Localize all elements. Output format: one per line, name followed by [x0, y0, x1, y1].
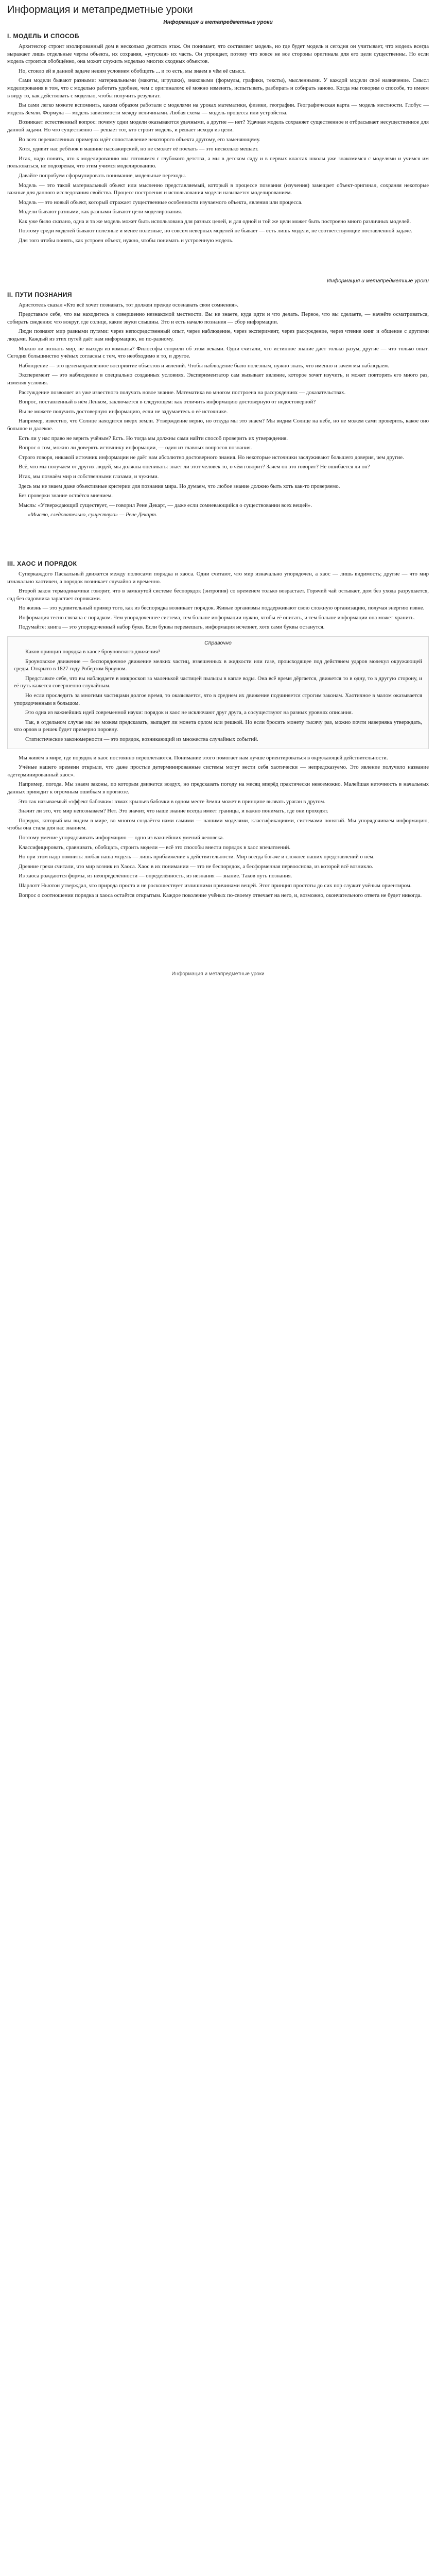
paragraph: Учёные нашего времени открыли, что даже простые детерминированные системы могут вести себя хаотически — непредсказуемо. Это явление получило название «детерминированный хаос».	[7, 764, 429, 778]
paragraph: Информация тесно связана с порядком. Чем упорядоченнее система, тем больше информации нужно, чтобы её описать, и тем больше информации она может хранить.	[19, 614, 415, 621]
descartes-quote: «Мыслю, следовательно, существую» — Рене Декарт.	[28, 512, 158, 518]
paragraph: Рассуждение позволяет из уже известного получать новое знание. Математика во многом построена на рассуждениях — доказательствах.	[19, 389, 346, 396]
paragraph: Но если проследить за многими частицами долгое время, то оказывается, что в среднем их движение подчиняется строгим законам. Хаотичное в малом оказывается упорядоченным в большом.	[14, 692, 422, 706]
paragraph: Можно ли познать мир, не выходя из комнаты? Философы спорили об этом веками. Одни считали, что истинное знание даёт только разум, другие — что только опыт. Сегодня большинство учёных согласны с тем, что необходимо и то, и другое.	[7, 345, 429, 360]
paragraph: Поэтому умение упорядочивать информацию — одно из важнейших умений человека.	[19, 834, 224, 841]
paragraph: Аристотель сказал «Кто всё хочет познавать, тот должен прежде осознавать свои сомнения».	[19, 301, 239, 308]
paragraph: Это одна из важнейших идей современной науки: порядок и хаос не исключают друг друга, а сосуществуют на разных уровнях описания.	[25, 709, 353, 716]
paragraph: Сами модели бывают разными: материальными (макеты, игрушки), знаковыми (формулы, графики, тексты), мысленными. У каждой модели своё назначение. Смысл моделирования в том, что с моделью работать удобнее, чем с оригиналом: её можно изменять, испытывать, разбирать и собирать заново. Когда мы говорим о способе, то имеем в виду то, как действовать с моделью, чтобы получить результат.	[7, 77, 429, 99]
paragraph: Но при этом надо помнить: любая наша модель — лишь приближение к действительности. Мир всегда богаче и сложнее наших представлений о нём.	[19, 854, 375, 860]
paragraph: Вопрос о соотношении порядка и хаоса остаётся открытым. Каждое поколение учёных по-своему отвечает на него, и, возможно, окончательного ответа не будет никогда.	[19, 892, 422, 899]
paragraph: Броуновское движение — беспорядочное движение мелких частиц, взвешенных в жидкости или газе, происходящее под действием ударов молекул окружающей среды. Открыто в 1827 году Робертом Броуном.	[14, 658, 422, 672]
paragraph: Вы сами легко можете вспомнить, каким образом работали с моделями на уроках математики, физики, географии. Географическая карта — модель местности. Глобус — модель Земли. Формула — модель зависимости между величинами. Любая схема — модель процесса или устройства.	[7, 102, 429, 116]
paragraph: Возникает естественный вопрос: почему одни модели оказываются удачными, а другие — нет? Удачная модель сохраняет существенное и отбрасывает несущественное для данной задачи. Но что существенно — решает тот, кто строит модель, и решает исходя из цели.	[7, 119, 429, 133]
paragraph: Суперкаждого Паскальный движется между полюсами порядка и хаоса. Одни считают, что мир изначально упорядочен, а хаос — лишь видимость; другие — что мир изначально хаотичен, а порядок возникает случайно и временно.	[7, 570, 429, 585]
paragraph: Здесь мы не знаем даже объективные критерии для познания мира. Но думаем, что любое знание должно быть хоть как-то проверяемо.	[19, 483, 340, 489]
paragraph: Давайте попробуем сформулировать понимание, модельные переходы.	[19, 172, 186, 179]
paragraph: Древние греки считали, что мир возник из Хаоса. Хаос в их понимании — это не беспорядок, а бесформенная первооснова, из которой всё возникло.	[19, 863, 373, 870]
paragraph: Наблюдение — это целенаправленное восприятие объектов и явлений. Чтобы наблюдение было полезным, нужно знать, что именно и зачем мы наблюдаем.	[19, 362, 389, 369]
paragraph: Модели бывают разными, как разными бывают цели моделирования.	[19, 209, 182, 215]
paragraph: Люди познают мир разными путями: через непосредственный опыт, через наблюдение, через эксперимент, через рассуждение, через чтение книг и общение с другими людьми. Каждый из этих путей даёт нам информацию, но по-разному.	[7, 328, 429, 343]
section2-subtitle: Информация и метапредметные уроки	[327, 277, 429, 284]
paragraph: Подумайте: книга — это упорядоченный набор букв. Если буквы перемешать, информация исчезнет, хотя сами буквы останутся.	[19, 624, 325, 631]
paragraph: Из хаоса рождаются формы, из неопределённости — определённость, из незнания — знание. Таков путь познания.	[19, 873, 292, 879]
paragraph: Вопрос о том, можно ли доверять источнику информации, — один из главных вопросов познания.	[19, 445, 252, 451]
paragraph: Во всех перечисленных примерах идёт сопоставление некоторого объекта другому, его заменяющему.	[19, 136, 260, 143]
reference-note-box	[7, 636, 429, 749]
section3-heading: III. ХАОС И ПОРЯДОК	[7, 560, 77, 567]
paragraph: Поэтому среди моделей бывают полезные и менее полезные, но совсем неверных моделей не бывает — есть лишь модели, не соответствующие поставленной задаче.	[19, 228, 412, 234]
paragraph: Шарлотт Ньютон утверждал, что природа проста и не роскошествует излишними причинами вещей. Этот принцип простоты до сих пор служит учёным ориентиром.	[19, 882, 412, 889]
paragraph: Это так называемый «эффект бабочки»: взмах крыльев бабочки в одном месте Земли может в принципе вызвать ураган в другом.	[19, 798, 326, 805]
paragraph: Всё, что мы получаем от других людей, мы должны оценивать: знает ли этот человек то, о чём говорит? Зачем он это говорит? Не ошибается ли он?	[19, 464, 370, 470]
paragraph: Представьте себе, что вы наблюдаете в микроскоп за маленькой частицей пыльцы в капле воды. Она всё время дёргается, движется то в одну, то в другую сторону, и её путь кажется совершенно случайным.	[14, 675, 422, 689]
paragraph: Второй закон термодинамики говорит, что в замкнутой системе беспорядок (энтропия) со временем только возрастает. Горячий чай остывает, дом без ухода разрушается, сад без садовника зарастает сорняками.	[7, 588, 429, 602]
paragraph: Модель — это новый объект, который отражает существенные особенности изучаемого объекта, явления или процесса.	[19, 199, 303, 206]
paragraph: Мысль: «Утверждающий существует, — говорил Рене Декарт, — даже если сомневающийся о существовании всех вещей».	[19, 502, 312, 509]
paragraph: Вопрос, поставленный в нём Лёнком, заключается в следующем: как отличить информацию достоверную от недостоверной?	[19, 399, 316, 405]
document-page	[5, 0, 431, 987]
paragraph: Представьте себе, что вы находитесь в совершенно незнакомой местности. Вы не знаете, куда идти и что делать. Первое, что вы сделаете, — начнёте осматриваться, собирать сведения: что вокруг, где солнце, какие звуки слышны. Это и есть начало познания — сбор информации.	[7, 311, 429, 325]
paragraph: Итак, мы познаём мир и собственными глазами, и чужими.	[19, 473, 159, 480]
page-footer: Информация и метапредметные уроки	[171, 971, 265, 977]
paragraph: Классифицировать, сравнивать, обобщать, строить модели — всё это способы внести порядок в хаос впечатлений.	[19, 844, 291, 851]
section3-body	[7, 570, 429, 631]
paragraph: Но жизнь — это удивительный пример того, как из беспорядка возникает порядок. Живые организмы поддерживают свою сложную организацию, получая энергию извне.	[19, 605, 425, 612]
note-heading: Справочно	[204, 640, 232, 647]
paragraph: Статистические закономерности — это порядок, возникающий из множества случайных событий.	[25, 736, 258, 742]
paragraph: Модель — это такой материальный объект или мысленно представляемый, который в процессе познания (изучения) замещает объект-оригинал, сохраняя некоторые важные для данного исследования свойства. Процесс построения и использования модели называется моделированием.	[7, 182, 429, 196]
paragraph: Есть ли у нас право не верить учёным? Есть. Но тогда мы должны сами найти способ проверить их утверждения.	[19, 435, 288, 442]
paragraph: Строго говоря, никакой источник информации не даёт нам абсолютно достоверного знания. Но некоторые источники заслуживают большего доверия, чем другие.	[19, 454, 404, 461]
paragraph: Значит ли это, что мир непознаваем? Нет. Это значит, что наше знание всегда имеет границы, и важно понимать, где они проходят.	[19, 808, 328, 815]
paragraph: Итак, надо понять, что к моделированию мы готовимся с глубокого детства, а мы в детском саду и в первых классах школы уже знакомимся с моделями и учимся им пользоваться, не подозревая, что этим учимся моделированию.	[7, 155, 429, 170]
paragraph: Как уже было сказано, одна и та же модель может быть использована для разных целей, и для одной и той же цели может быть построено много различных моделей.	[19, 218, 411, 225]
paragraph: Архитектор строит изолированный дом в несколько десятков этаж. Он понимает, что составляет модель, но где будет модель и сегодня он учитывает, что модель всегда выражает лишь отдельные черты объекта, их сохраняя, «упуская» их часть. Он упрощает, потому что вовсе не все стороны оригинала для его цели существенны. Но если модель строится обобщённо, она может служить моделью многих сходных объектов.	[7, 43, 429, 65]
paragraph: Например, погода. Мы знаем законы, по которым движется воздух, но предсказать погоду на месяц вперёд практически невозможно. Малейшая неточность в начальных данных приводит к огромным ошибкам в прогнозе.	[7, 781, 429, 795]
paragraph: Эксперимент — это наблюдение в специально созданных условиях. Экспериментатор сам вызывает явление, которое хочет изучить, и может повторять его много раз, изменяя условия.	[7, 372, 429, 386]
document-title: Информация и метапредметные уроки	[7, 4, 193, 15]
note-body	[14, 648, 422, 743]
paragraph: Например, известно, что Солнце находится вверх земли. Утверждение верно, но откуда мы это знаем? Мы видим Солнце на небе, но не можем сами проверить, какое оно большое и далекое.	[7, 418, 429, 432]
section1-body	[7, 43, 429, 245]
paragraph: Но, стоило ей в данной задаче неким условием обобщить ... и то есть, мы знаем в чём её смысл.	[19, 67, 246, 74]
paragraph: Порядок, который мы видим в мире, во многом создаётся нами самими — нашими моделями, классификациями, системами понятий. Мы упорядочиваем информацию, чтобы она стала для нас знанием.	[7, 817, 429, 832]
section3-continued-body	[7, 754, 429, 900]
paragraph: Вы не можете получить достоверную информацию, если не задумаетесь о её источнике.	[19, 408, 228, 415]
section1-subtitle: Информация и метапредметные уроки	[163, 19, 273, 25]
paragraph: Так, в отдельном случае мы не можем предсказать, выпадет ли монета орлом или решкой. Но если бросить монету тысячу раз, можно почти наверняка утверждать, что орлов и решек будет примерно поровну.	[14, 719, 422, 733]
paragraph: Для того чтобы понять, как устроен объект, нужно, чтобы понимать и устроенную модель.	[19, 238, 234, 244]
paragraph: Хотя, удивит нас ребёнок в машине пассажирский, но не сможет её поехать — это несколько мешает.	[19, 146, 259, 152]
section2-heading: II. ПУТИ ПОЗНАНИЯ	[7, 291, 72, 298]
paragraph: Без проверки знание остаётся мнением.	[19, 493, 113, 499]
section2-body	[7, 301, 429, 510]
section1-heading: I. МОДЕЛЬ И СПОСОБ	[7, 32, 80, 40]
paragraph: Мы живём в мире, где порядок и хаос постоянно переплетаются. Понимание этого помогает нам лучше ориентироваться в окружающей действительности.	[19, 754, 388, 761]
paragraph: Каков принцип порядка в хаосе броуновского движения?	[25, 649, 161, 655]
